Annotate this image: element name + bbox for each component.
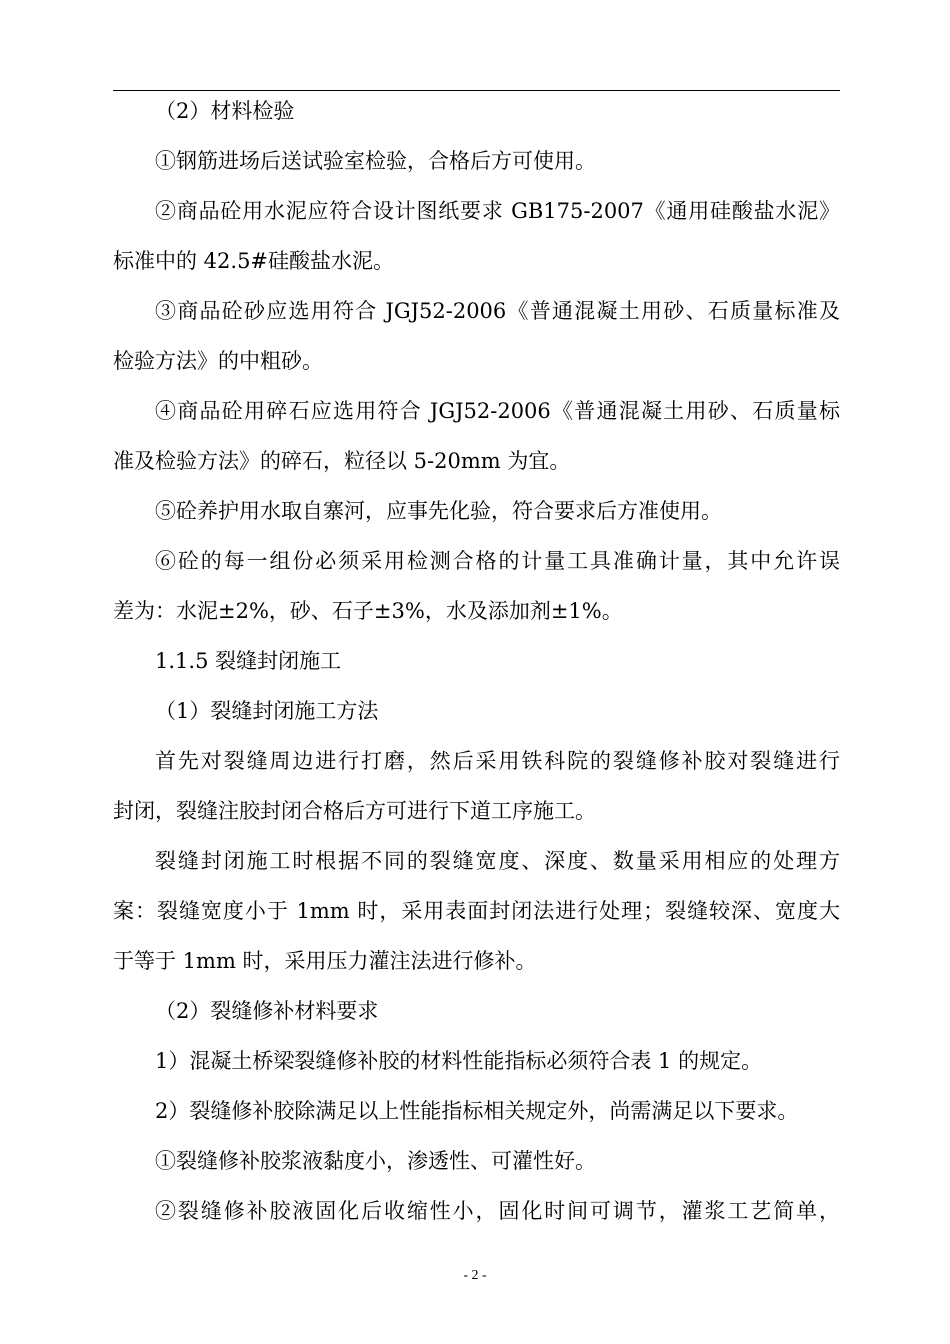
paragraph-line: ①钢筋进场后送试验室检验，合格后方可使用。	[155, 149, 596, 173]
paragraph-line: 标准中的 42.5#硅酸盐水泥。	[113, 249, 395, 273]
paragraph-line: 1）混凝土桥梁裂缝修补胶的材料性能指标必须符合表 1 的规定。	[155, 1049, 763, 1073]
paragraph-line: 于等于 1mm 时，采用压力灌注法进行修补。	[113, 949, 537, 973]
paragraph-line: ②商品砼用水泥应符合设计图纸要求 GB175-2007《通用硅酸盐水泥》	[155, 199, 840, 223]
heading-material-inspection: （2）材料检验	[155, 99, 295, 123]
paragraph-line: 裂缝封闭施工时根据不同的裂缝宽度、深度、数量采用相应的处理方	[155, 849, 840, 873]
paragraph-line: 2）裂缝修补胶除满足以上性能指标相关规定外，尚需满足以下要求。	[155, 1099, 799, 1123]
paragraph-line: 准及检验方法》的碎石，粒径以 5-20mm 为宜。	[113, 449, 571, 473]
paragraph-line: 检验方法》的中粗砂。	[113, 349, 323, 373]
paragraph-line: 首先对裂缝周边进行打磨，然后采用铁科院的裂缝修补胶对裂缝进行	[155, 749, 840, 773]
paragraph-line: ③商品砼砂应选用符合 JGJ52-2006《普通混凝土用砂、石质量标准及	[155, 299, 840, 323]
header-rule	[113, 90, 840, 91]
paragraph-line: ④商品砼用碎石应选用符合 JGJ52-2006《普通混凝土用砂、石质量标	[155, 399, 840, 423]
paragraph-line: ⑥砼的每一组份必须采用检测合格的计量工具准确计量，其中允许误	[155, 549, 840, 573]
paragraph-line: 案：裂缝宽度小于 1mm 时，采用表面封闭法进行处理；裂缝较深、宽度大	[113, 899, 840, 923]
section-heading-crack-sealing: 1.1.5 裂缝封闭施工	[155, 649, 342, 673]
paragraph-line: ①裂缝修补胶浆液黏度小，渗透性、可灌性好。	[155, 1149, 596, 1173]
paragraph-line: ②裂缝修补胶液固化后收缩性小，固化时间可调节，灌浆工艺简单，	[155, 1199, 840, 1223]
subheading-sealing-method: （1）裂缝封闭施工方法	[155, 699, 379, 723]
paragraph-line: 封闭，裂缝注胶封闭合格后方可进行下道工序施工。	[113, 799, 596, 823]
page-number: - 2 -	[463, 1268, 487, 1283]
subheading-repair-material-requirements: （2）裂缝修补材料要求	[155, 999, 379, 1023]
paragraph-line: ⑤砼养护用水取自寨河，应事先化验，符合要求后方准使用。	[155, 499, 722, 523]
paragraph-line: 差为：水泥±2%，砂、石子±3%，水及添加剂±1%。	[113, 599, 623, 623]
